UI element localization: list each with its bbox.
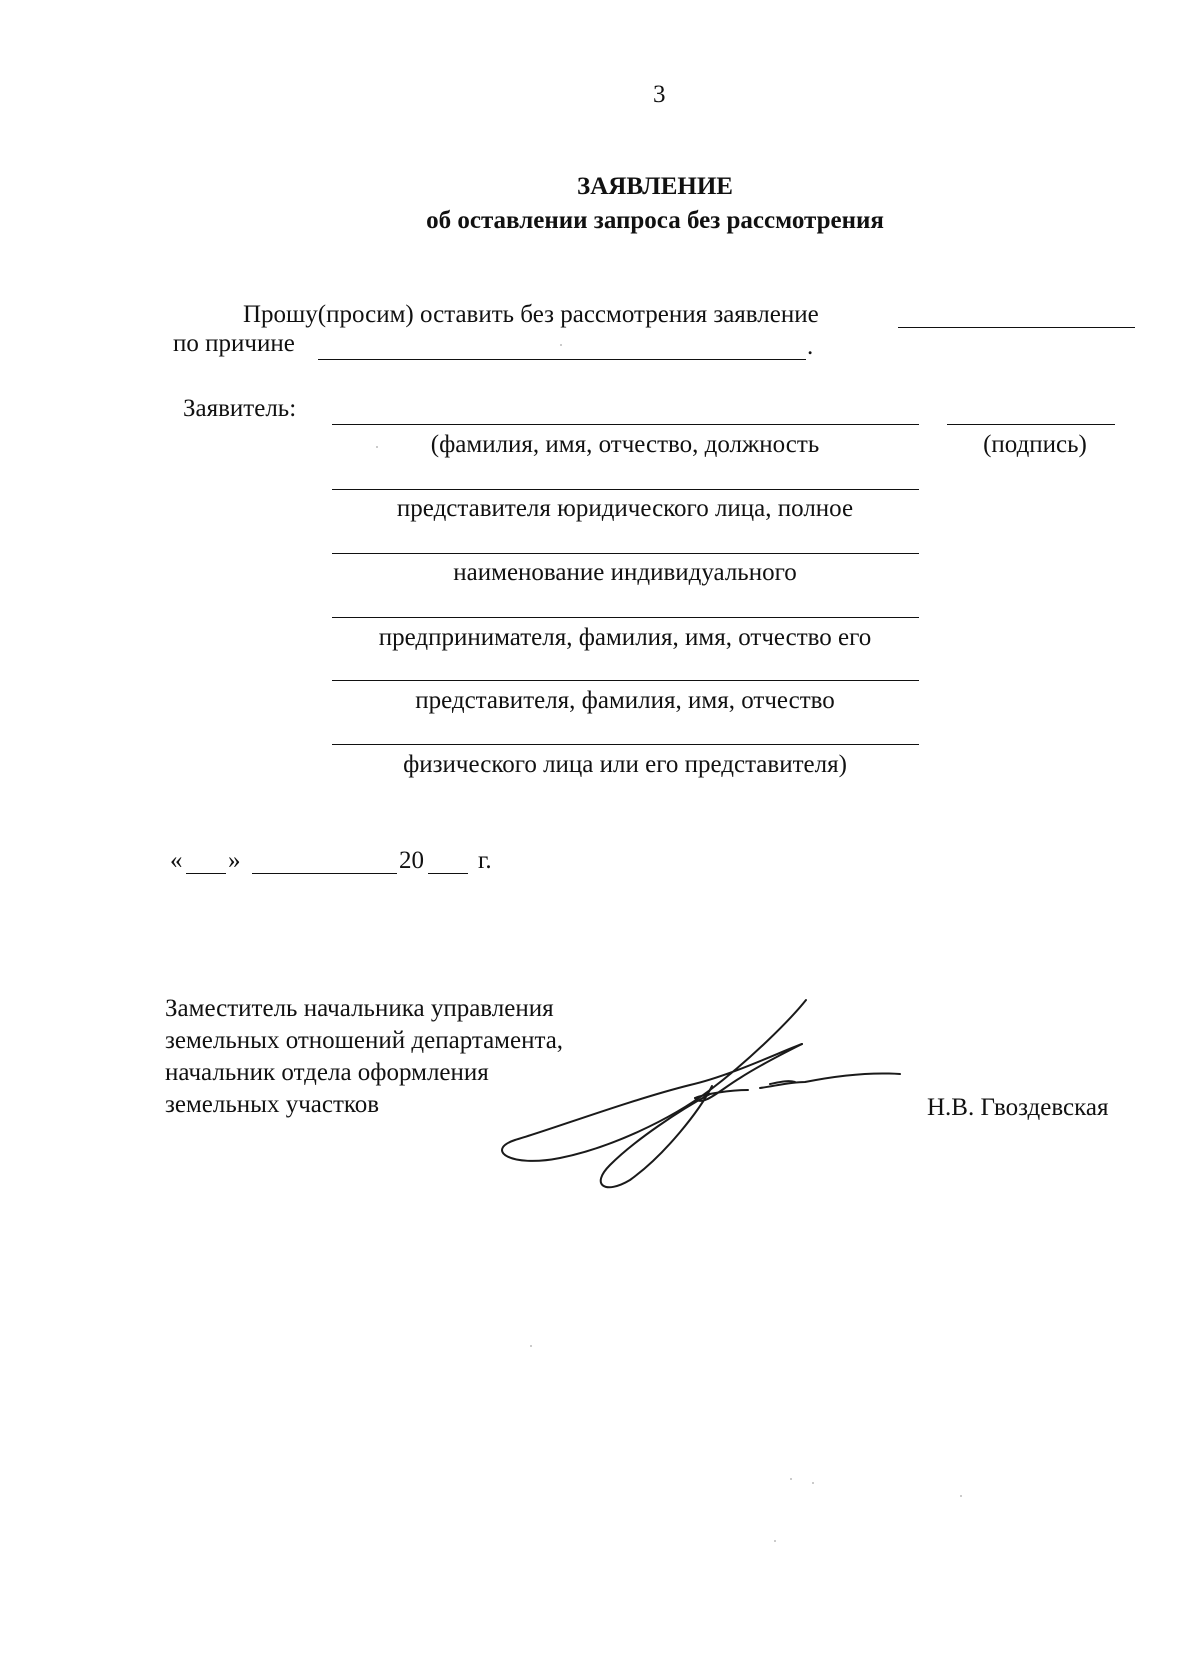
- document-subtitle: об оставлении запроса без рассмотрения: [426, 207, 884, 234]
- applicant-line-3: [332, 553, 919, 554]
- scan-speck: [560, 344, 562, 346]
- applicant-line-4: [332, 617, 919, 618]
- date-year-suffix: г.: [478, 847, 492, 874]
- applicant-hint-3: наименование индивидуального: [453, 559, 797, 586]
- request-line-1: Прошу(просим) оставить без рассмотрения заявление: [243, 301, 819, 328]
- signatory-position-1: Заместитель начальника управления: [165, 995, 554, 1022]
- applicant-hint-2: представителя юридического лица, полное: [396, 495, 854, 522]
- date-day-blank: [186, 873, 226, 874]
- applicant-line-2: [332, 489, 919, 490]
- applicant-line-6: [332, 744, 919, 745]
- reason-blank-line: [318, 359, 806, 360]
- request-reason-label: по причине: [173, 330, 295, 357]
- scan-speck: [530, 1345, 532, 1347]
- handwritten-signature: [490, 990, 910, 1200]
- signature-line: [947, 424, 1115, 425]
- date-close-quote: »: [228, 847, 241, 874]
- signature-hint: (подпись): [983, 431, 1087, 458]
- scan-speck: [376, 446, 378, 448]
- scan-speck: [960, 1495, 962, 1497]
- signatory-position-2: земельных отношений департамента,: [165, 1027, 564, 1054]
- applicant-line-1: [332, 424, 919, 425]
- date-year-blank: [428, 873, 468, 874]
- scan-speck: [812, 1482, 814, 1484]
- signatory-position-3: начальник отдела оформления: [165, 1059, 489, 1086]
- applicant-line-5: [332, 680, 919, 681]
- document-title: ЗАЯВЛЕНИЕ: [577, 173, 733, 200]
- date-open-quote: «: [170, 847, 183, 874]
- scan-speck: [790, 1478, 792, 1480]
- applicant-hint-6: физического лица или его представителя): [403, 751, 847, 778]
- date-month-blank: [252, 873, 397, 874]
- applicant-hint-4: предпринимателя, фамилия, имя, отчество его: [378, 624, 872, 651]
- applicant-hint-1: (фамилия, имя, отчество, должность: [430, 431, 820, 458]
- applicant-hint-5: представителя, фамилия, имя, отчество: [415, 687, 835, 714]
- date-year-prefix: 20: [399, 847, 424, 874]
- statement-blank-line: [898, 327, 1135, 328]
- reason-period: .: [807, 333, 814, 360]
- applicant-label: Заявитель:: [183, 395, 297, 422]
- signatory-name: Н.В. Гвоздевская: [927, 1094, 1109, 1121]
- scan-speck: [774, 1540, 776, 1542]
- signatory-position-4: земельных участков: [165, 1091, 380, 1118]
- page-number: 3: [653, 81, 666, 108]
